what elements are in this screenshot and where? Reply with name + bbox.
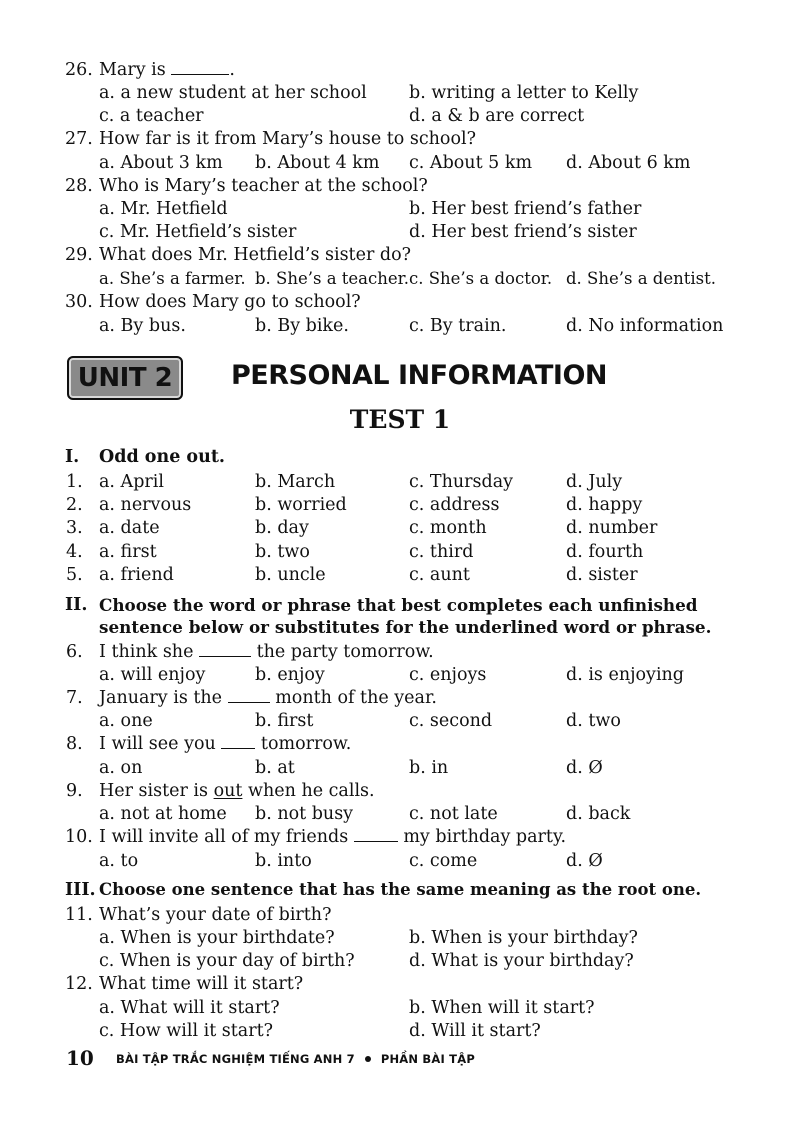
odd-1-option-c: c. Thursday — [409, 472, 514, 492]
odd-4-number: 4. — [66, 542, 83, 562]
section-3-roman: III. — [65, 880, 96, 900]
q9-option-b: b. not busy — [255, 804, 354, 824]
answer-blank — [228, 687, 270, 703]
odd-5-option-a: a. friend — [99, 565, 174, 585]
q7-number: 7. — [66, 688, 83, 708]
odd-5-number: 5. — [66, 565, 83, 585]
q26-number: 26. — [65, 60, 93, 80]
odd-1-number: 1. — [66, 472, 83, 492]
q26-option-c: c. a teacher — [99, 106, 204, 126]
odd-4-option-b: b. two — [255, 542, 310, 562]
q9-option-d: d. back — [566, 804, 631, 824]
q29-option-d: d. She’s a dentist. — [566, 269, 716, 288]
answer-blank — [171, 59, 229, 75]
q7-option-c: c. second — [409, 711, 493, 731]
q30-number: 30. — [65, 292, 93, 312]
q30-option-c: c. By train. — [409, 316, 507, 336]
q12-option-d: d. Will it start? — [409, 1021, 541, 1041]
q10-option-c: c. come — [409, 851, 478, 871]
q30-stem: How does Mary go to school? — [99, 292, 361, 312]
q29-option-b: b. She’s a teacher. — [255, 269, 409, 288]
q8-option-d: d. Ø — [566, 758, 603, 778]
q27-option-d: d. About 6 km — [566, 153, 691, 173]
odd-2-option-a: a. nervous — [99, 495, 192, 515]
q11-option-b: b. When is your birthday? — [409, 928, 638, 948]
q28-number: 28. — [65, 176, 93, 196]
q29-option-c: c. She’s a doctor. — [409, 269, 553, 288]
q9-number: 9. — [66, 781, 83, 801]
underlined-word: out — [213, 781, 243, 801]
q8-stem: I will see you tomorrow. — [99, 734, 352, 754]
odd-4-option-c: c. third — [409, 542, 474, 562]
q8-option-a: a. on — [99, 758, 143, 778]
q11-option-d: d. What is your birthday? — [409, 951, 634, 971]
odd-3-option-d: d. number — [566, 518, 658, 538]
q10-option-d: d. Ø — [566, 851, 603, 871]
odd-4-option-d: d. fourth — [566, 542, 644, 562]
q9-option-c: c. not late — [409, 804, 498, 824]
q29-number: 29. — [65, 245, 93, 265]
q27-number: 27. — [65, 129, 93, 149]
q28-option-d: d. Her best friend’s sister — [409, 222, 637, 242]
q9-stem: Her sister is out when he calls. — [99, 781, 375, 801]
q27-stem: How far is it from Mary’s house to school? — [99, 129, 476, 149]
q12-option-b: b. When will it start? — [409, 998, 595, 1018]
q6-option-d: d. is enjoying — [566, 665, 685, 685]
q12-stem: What time will it start? — [99, 974, 304, 994]
section-3-title: Choose one sentence that has the same meaning as the root one. — [99, 880, 702, 899]
answer-blank — [354, 826, 398, 842]
q26-option-b: b. writing a letter to Kelly — [409, 83, 639, 103]
q12-option-c: c. How will it start? — [99, 1021, 274, 1041]
q7-option-b: b. first — [255, 711, 314, 731]
section-2-roman: II. — [65, 595, 88, 615]
q11-option-c: c. When is your day of birth? — [99, 951, 355, 971]
odd-2-option-b: b. worried — [255, 495, 347, 515]
odd-1-option-a: a. April — [99, 472, 164, 492]
q27-option-b: b. About 4 km — [255, 153, 380, 173]
q29-stem: What does Mr. Hetfield’s sister do? — [99, 245, 411, 265]
q28-stem: Who is Mary’s teacher at the school? — [99, 176, 428, 196]
answer-blank — [221, 733, 255, 749]
q7-option-d: d. two — [566, 711, 621, 731]
q6-option-b: b. enjoy — [255, 665, 325, 685]
q27-option-a: a. About 3 km — [99, 153, 223, 173]
page-number: 10 — [66, 1046, 94, 1070]
section-2-title-line2: sentence below or substitutes for the underlined word or phrase. — [99, 617, 712, 637]
test-title: TEST 1 — [349, 405, 451, 434]
odd-2-option-d: d. happy — [566, 495, 643, 515]
odd-3-option-c: c. month — [409, 518, 487, 538]
book-title: BÀI TẬP TRẮC NGHIỆM TIẾNG ANH 7 — [116, 1052, 355, 1066]
q10-option-b: b. into — [255, 851, 312, 871]
q27-option-c: c. About 5 km — [409, 153, 533, 173]
running-footer — [116, 1052, 475, 1066]
odd-3-option-a: a. date — [99, 518, 160, 538]
unit-badge: UNIT 2 — [67, 356, 183, 400]
section-1-roman: I. — [65, 447, 80, 467]
q28-option-a: a. Mr. Hetfield — [99, 199, 228, 219]
q7-stem: January is the month of the year. — [99, 688, 437, 708]
odd-2-number: 2. — [66, 495, 83, 515]
q11-number: 11. — [65, 905, 93, 925]
q6-option-c: c. enjoys — [409, 665, 487, 685]
odd-3-number: 3. — [66, 518, 83, 538]
q10-option-a: a. to — [99, 851, 139, 871]
odd-1-option-b: b. March — [255, 472, 336, 492]
part-title: PHẦN BÀI TẬP — [380, 1052, 475, 1066]
odd-5-option-b: b. uncle — [255, 565, 326, 585]
odd-5-option-d: d. sister — [566, 565, 638, 585]
q9-option-a: a. not at home — [99, 804, 227, 824]
q8-option-c: b. in — [409, 758, 449, 778]
q28-option-b: b. Her best friend’s father — [409, 199, 642, 219]
q11-option-a: a. When is your birthdate? — [99, 928, 335, 948]
q11-stem: What’s your date of birth? — [99, 905, 332, 925]
q8-number: 8. — [66, 734, 83, 754]
q12-number: 12. — [65, 974, 93, 994]
q10-stem: I will invite all of my friends my birthday party. — [99, 827, 567, 847]
q29-option-a: a. She’s a farmer. — [99, 269, 246, 288]
odd-5-option-c: c. aunt — [409, 565, 470, 585]
q26-option-d: d. a & b are correct — [409, 106, 585, 126]
q6-stem: I think she the party tomorrow. — [99, 642, 434, 662]
odd-3-option-b: b. day — [255, 518, 309, 538]
answer-blank — [199, 641, 251, 657]
q26-option-a: a. a new student at her school — [99, 83, 367, 103]
q28-option-c: c. Mr. Hetfield’s sister — [99, 222, 297, 242]
q7-option-a: a. one — [99, 711, 153, 731]
section-2-title-line1: Choose the word or phrase that best completes each unfinished — [99, 595, 698, 615]
q10-number: 10. — [65, 827, 93, 847]
q6-number: 6. — [66, 642, 83, 662]
section-1-title: Odd one out. — [99, 447, 226, 467]
unit-title: PERSONAL INFORMATION — [231, 360, 608, 391]
odd-2-option-c: c. address — [409, 495, 500, 515]
bullet-icon — [365, 1056, 371, 1062]
q12-option-a: a. What will it start? — [99, 998, 280, 1018]
q30-option-a: a. By bus. — [99, 316, 186, 336]
q30-option-b: b. By bike. — [255, 316, 349, 336]
q30-option-d: d. No information — [566, 316, 724, 336]
q8-option-b: b. at — [255, 758, 295, 778]
odd-1-option-d: d. July — [566, 472, 623, 492]
q6-option-a: a. will enjoy — [99, 665, 206, 685]
odd-4-option-a: a. first — [99, 542, 157, 562]
q26-stem: Mary is . — [99, 60, 235, 80]
